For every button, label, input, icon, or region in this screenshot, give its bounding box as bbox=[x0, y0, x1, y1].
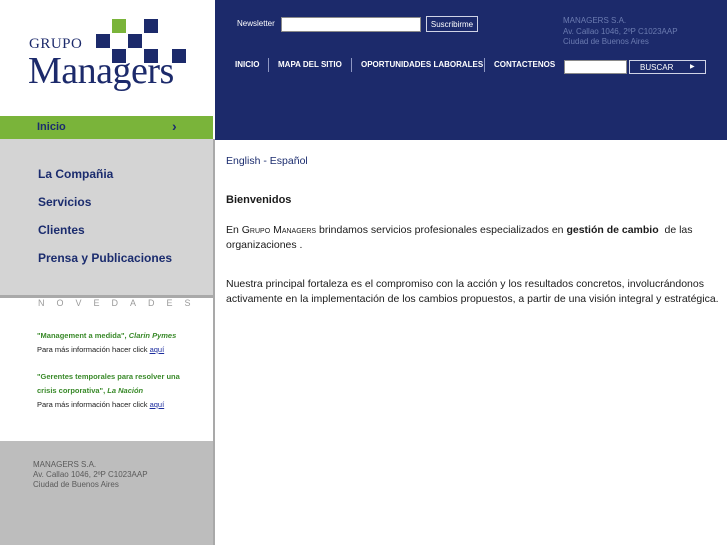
left-column bbox=[0, 0, 213, 545]
nav-item-oportunidades[interactable]: OPORTUNIDADES LABORALES bbox=[361, 60, 484, 69]
newsletter-label: Newsletter bbox=[237, 19, 275, 28]
text: brindamos servicios profesionales especializados en bbox=[316, 224, 567, 236]
nav-item-inicio[interactable]: INICIO bbox=[235, 60, 260, 69]
news-title: crisis corporativa", bbox=[37, 386, 106, 395]
column-divider bbox=[213, 139, 215, 545]
sidebar-item-inicio[interactable] bbox=[0, 116, 213, 139]
intro-paragraph bbox=[226, 223, 721, 253]
novedades-heading: NOVEDADES bbox=[38, 298, 203, 308]
nav-item-contactenos[interactable]: CONTACTENOS bbox=[494, 60, 556, 69]
triangle-right-icon: ▶ bbox=[690, 64, 695, 70]
news-item bbox=[37, 329, 207, 357]
news-more-text: Para más información hacer click bbox=[37, 345, 148, 354]
news-source: Clarin Pymes bbox=[128, 331, 177, 340]
text: En bbox=[226, 224, 242, 236]
search-button[interactable] bbox=[629, 60, 706, 74]
news-more-text: Para más información hacer click bbox=[37, 400, 148, 409]
news-link[interactable]: aquí bbox=[149, 345, 165, 354]
language-switcher bbox=[226, 155, 308, 167]
logo-text-grupo: GRUPO bbox=[29, 36, 83, 52]
strength-paragraph: Nuestra principal fortaleza es el compromiso con la acción y los resultados concretos, involucrándonos activamente en la implementación de los cambios propuestos, a partir de una visión integral y estratégica. bbox=[226, 278, 719, 305]
sidebar-item-clientes[interactable]: Clientes bbox=[38, 223, 85, 237]
nav-item-mapa-del-sitio[interactable]: MAPA DEL SITIO bbox=[278, 60, 342, 69]
lang-spanish-link[interactable]: Español bbox=[269, 155, 308, 167]
address-line: Av. Callao 1046, 2ºP C1023AAP bbox=[563, 26, 678, 36]
sidebar-item-la-compania[interactable]: La Compañia bbox=[38, 167, 114, 181]
emphasis: gestión de cambio bbox=[566, 224, 659, 236]
address-line: Ciudad de Buenos Aires bbox=[563, 37, 649, 46]
sidebar-item-servicios[interactable]: Servicios bbox=[38, 195, 92, 209]
nav-separator bbox=[268, 58, 269, 72]
logo-square bbox=[128, 34, 142, 48]
nav-separator bbox=[351, 58, 352, 72]
logo-square bbox=[96, 34, 110, 48]
lang-english-link[interactable]: English bbox=[226, 155, 261, 167]
footer-line: Ciudad de Buenos Aires bbox=[33, 480, 119, 489]
page-title: Bienvenidos bbox=[226, 194, 292, 206]
news-title: "Management a medida", bbox=[37, 331, 127, 340]
logo-text-managers: Managers bbox=[28, 50, 174, 92]
address-line: MANAGERS S.A. bbox=[563, 16, 627, 25]
logo-square bbox=[144, 19, 158, 33]
lang-separator: - bbox=[260, 155, 270, 167]
news-source: La Nación bbox=[107, 386, 144, 395]
newsletter-input[interactable] bbox=[281, 17, 421, 32]
text: de las organizaciones . bbox=[226, 224, 696, 251]
footer-address bbox=[0, 441, 213, 545]
footer-line: MANAGERS S.A. bbox=[33, 460, 97, 469]
nav-separator bbox=[484, 58, 485, 72]
header-address bbox=[563, 16, 678, 48]
news-link[interactable]: aquí bbox=[149, 400, 165, 409]
search-input[interactable] bbox=[564, 60, 627, 74]
news-item bbox=[37, 370, 207, 412]
sidebar-item-label: Inicio bbox=[37, 121, 66, 133]
news-title: "Gerentes temporales para resolver una bbox=[37, 372, 180, 381]
brand-name: Grupo Managers bbox=[241, 224, 317, 236]
logo-square bbox=[172, 49, 186, 63]
sidebar-menu bbox=[0, 139, 213, 295]
logo-square bbox=[112, 19, 126, 33]
search-button-label: BUSCAR bbox=[640, 63, 674, 72]
subscribe-button[interactable]: Suscribirme bbox=[426, 16, 478, 32]
sidebar-item-prensa[interactable]: Prensa y Publicaciones bbox=[38, 251, 173, 265]
logo[interactable] bbox=[0, 0, 213, 116]
header bbox=[215, 0, 727, 140]
chevron-right-icon: › bbox=[172, 118, 177, 134]
footer-line: Av. Callao 1046, 2ºP C1023AAP bbox=[33, 470, 148, 479]
